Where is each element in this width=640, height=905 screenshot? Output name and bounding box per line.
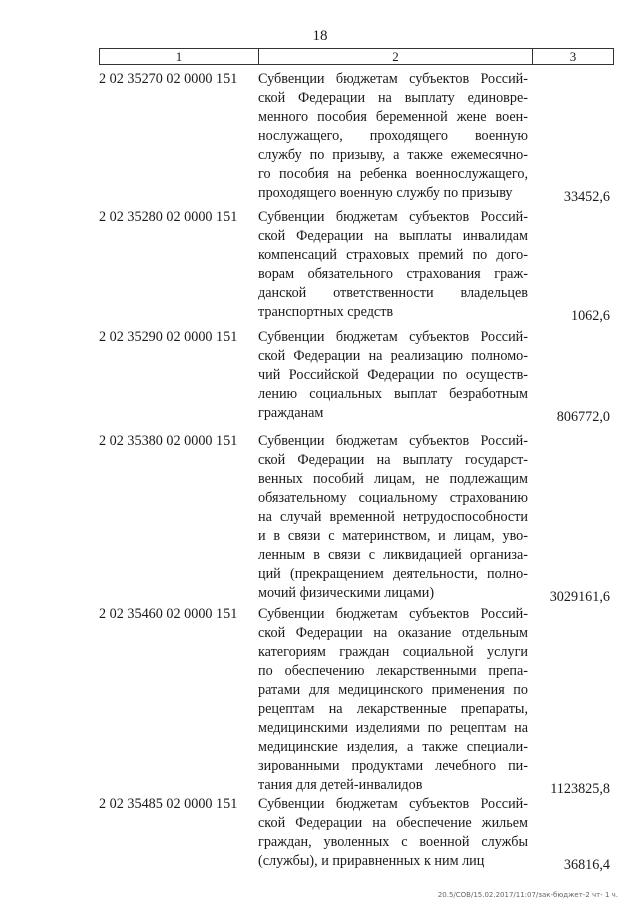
column-header-row	[99, 48, 614, 65]
description-line: менного пособия беременной жене воен-	[258, 109, 528, 125]
description-line: Субвенции бюджетам субъектов Россий-	[258, 209, 528, 225]
description-line: медицинскими изделиями по рецептам на	[258, 720, 528, 736]
budget-amount: 36816,4	[563, 857, 610, 873]
budget-code: 2 02 35270 02 0000 151	[99, 71, 238, 87]
description-line: мочий физическими лицами)	[258, 585, 435, 601]
description-line: ской Федерации на выплату государст-	[258, 452, 528, 468]
description-line: по обеспечению лекарственными препа-	[258, 663, 528, 679]
description-line: рецептам на лекарственные препараты,	[258, 701, 528, 717]
description-line: проходящего военную службу по призыву	[258, 185, 513, 201]
description-line: чий Российской Федерации по осуществ-	[258, 367, 528, 383]
description-line: ратами для медицинского применения по	[258, 682, 528, 698]
budget-amount: 33452,6	[563, 189, 610, 205]
budget-amount: 1062,6	[570, 308, 610, 324]
description-line: медицинские изделия, а также специали-	[258, 739, 528, 755]
description-line: ской Федерации на выплату единовре-	[258, 90, 528, 106]
description-line: Субвенции бюджетам субъектов Россий-	[258, 433, 528, 449]
description-line: зированными продуктами лечебного пи-	[258, 758, 528, 774]
budget-code: 2 02 35485 02 0000 151	[99, 796, 238, 812]
description-line: го пособия на ребенка военнослужащего,	[258, 166, 528, 182]
description-line: нослужащего, проходящего военную	[258, 128, 528, 144]
description-line: Субвенции бюджетам субъектов Россий-	[258, 796, 528, 812]
column-header-2: 2	[259, 49, 533, 64]
budget-description	[258, 208, 528, 322]
description-line: ворам обязательного страхования граж-	[258, 266, 528, 282]
description-line: категориям граждан социальной услуги	[258, 644, 528, 660]
column-header-3: 3	[569, 49, 577, 64]
footer-stamp: 20.5/СОВ/15.02.2017/11:07/зак-бюджет-2 чт- 1 ч.	[437, 891, 618, 899]
budget-code: 2 02 35290 02 0000 151	[99, 329, 238, 345]
description-line: данской ответственности владельцев	[258, 285, 528, 301]
description-line: лению социальных выплат безработным	[258, 386, 528, 402]
budget-code: 2 02 35380 02 0000 151	[99, 433, 238, 449]
budget-description	[258, 795, 528, 871]
budget-description	[258, 70, 528, 203]
budget-amount: 1123825,8	[550, 781, 610, 797]
column-header-1: 1	[100, 49, 259, 64]
budget-code: 2 02 35280 02 0000 151	[99, 209, 238, 225]
description-line: Субвенции бюджетам субъектов Россий-	[258, 71, 528, 87]
description-line: Субвенции бюджетам субъектов Россий-	[258, 329, 528, 345]
description-line: ской Федерации на реализацию полномо-	[258, 348, 528, 364]
description-line: и в связи с материнством, и лицам, уво-	[258, 528, 528, 544]
description-line: гражданам	[258, 405, 324, 421]
description-line: ской Федерации на оказание отдельным	[258, 625, 528, 641]
description-line: венных пособий лицам, не подлежащим	[258, 471, 528, 487]
budget-amount: 806772,0	[556, 409, 610, 425]
description-line: ской Федерации на выплаты инвалидам	[258, 228, 528, 244]
description-line: транспортных средств	[258, 304, 394, 320]
budget-description	[258, 605, 528, 795]
page-number: 18	[312, 28, 328, 44]
budget-description	[258, 432, 528, 603]
description-line: тания для детей-инвалидов	[258, 777, 423, 793]
description-line: службу по призыву, а также ежемесячно-	[258, 147, 528, 163]
description-line: граждан, уволенных с военной службы	[258, 834, 528, 850]
budget-amount: 3029161,6	[549, 589, 610, 605]
description-line: ций (прекращением деятельности, полно-	[258, 566, 528, 582]
budget-code: 2 02 35460 02 0000 151	[99, 606, 238, 622]
description-line: Субвенции бюджетам субъектов Россий-	[258, 606, 528, 622]
budget-description	[258, 328, 528, 423]
description-line: ленным в связи с ликвидацией организа-	[258, 547, 528, 563]
description-line: ской Федерации на обеспечение жильем	[258, 815, 528, 831]
description-line: обязательному социальному страхованию	[258, 490, 528, 506]
description-line: компенсаций страховых премий по дого-	[258, 247, 528, 263]
description-line: на случай временной нетрудоспособности	[258, 509, 528, 525]
description-line: (службы), и приравненных к ним лиц	[258, 853, 485, 869]
